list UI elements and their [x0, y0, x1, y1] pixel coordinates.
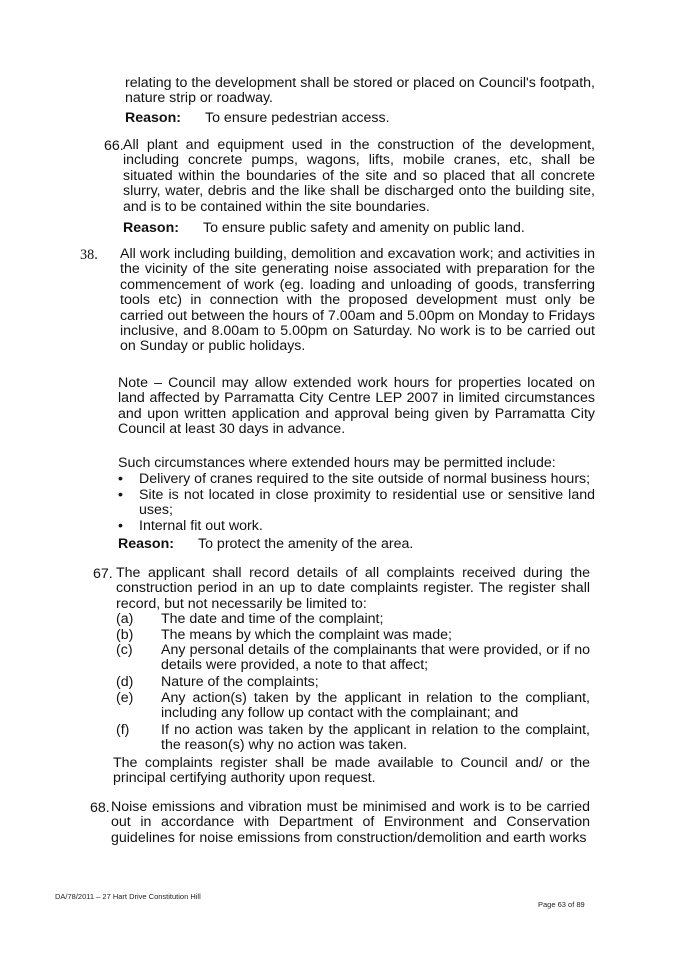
bullet-icon: • — [118, 471, 123, 487]
condition-67-closing: The complaints register shall be made available to Council and/ or the principal certifying authority upon request. — [113, 755, 590, 787]
reason-label: Reason: — [118, 536, 174, 552]
bullet-icon: • — [118, 518, 123, 534]
condition-38-circumstances: Such circumstances where extended hours may be permitted include: — [118, 455, 556, 471]
condition-66-number: 66. — [104, 138, 124, 154]
condition-68-number: 68. — [90, 800, 110, 816]
condition-38-number: 38. — [80, 247, 98, 263]
condition-66-reason — [123, 220, 525, 236]
page-number: Page 63 of 89 — [538, 900, 585, 909]
document-page: relating to the development shall be stored or placed on Council's footpath, nature strip or roadway. Reason: To ensure pedestrian access. 66. All plant and equipment used in the construction of the development, including concrete pumps, wagons, lifts, mobile cranes, etc, shall be situated within the boundaries of the site and so placed that all concrete slurry, water, debris and the like shall be discharged onto the building site, and is to be contained within the site boundaries. Reason: To ensure public safety and amenity on public land. 38. All work including building, demolition and excavation work; and activities in the vicinity of the site generating noise associated with preparation for the commencement of work (eg. loading and unloading of goods, transferring tools etc) in connection with the proposed development must only be carried out between the hours of 7.00am and 5.00pm on Monday to Fridays inclusive, and 8.00am to 5.00pm on Saturday. No work is to be carried out on Sunday or public holidays. Note – Council may allow extended work hours for properties located on land affected by Parramatta City Centre LEP 2007 in limited circumstances and upon written application and approval being given by Parramatta City Council at least 30 days in advance. Such circumstances where extended hours may be permitted include: • Delivery of cranes required to the site outside of normal business hours; • Site is not located in close proximity to residential use or sensitive land uses; • Internal fit out work. Reason: To protect the amenity of the area. 67. The applicant shall record details of all complaints received during the construction period in an up to date complaints register. The register shall record, but not necessarily be limited to: (a) The date and time of the complaint; (b) The means by which the complaint was made; (c) Any personal details of the complainants that were provided, or if no details were provided, a note to that affect; (d) Nature of the complaints; (e) Any action(s) taken by the applicant in relation to the compliant, including any follow up contact with the complainant; and (f) If no action was taken by the applicant in relation to the complaint, the reason(s) why no action was taken. The complaints register shall be made available to Council and/ or the principal certifying authority upon request. 68. Noise emissions and vibration must be minimised and work is to be carried out in accordance with Department of Environment and Conservation guidelines for noise emissions from construction/demolition and earth works DA/78/2011 – 27 Hart Drive Constitution Hill Page 63 of 89 — [55, 75, 595, 909]
reason-text: To ensure public safety and amenity on public land. — [203, 220, 525, 236]
condition-38-reason — [118, 536, 413, 552]
carry-over-reason — [125, 110, 390, 126]
condition-66-text: All plant and equipment used in the construction of the development, including concrete pumps, wagons, lifts, mobile cranes, etc, shall be situated within the boundaries of the site and so placed that all concrete slurry, water, debris and the like shall be discharged onto the building site, and is to be contained within the site boundaries. — [123, 137, 595, 215]
condition-67-number: 67. — [93, 566, 113, 582]
condition-67-text: The applicant shall record details of all complaints received during the construction period in an up to date complaints register. The register shall record, but not necessarily be limited to: — [116, 565, 590, 612]
reason-text: To protect the amenity of the area. — [198, 536, 414, 552]
reason-label: Reason: — [123, 220, 179, 236]
condition-38-text: All work including building, demolition and excavation work; and activities in the vicinity of the site generating noise associated with preparation for the commencement of work (eg. loading and unloading of goods, transferring tools etc) in connection with the proposed development must only be carried out between the hours of 7.00am and 5.00pm on Monday to Fridays inclusive, and 8.00am to 5.00pm on Saturday. No work is to be carried out on Sunday or public holidays. — [120, 246, 595, 355]
reason-label: Reason: — [125, 110, 181, 126]
bullet-icon: • — [118, 487, 123, 503]
condition-38-note: Note – Council may allow extended work hours for properties located on land affected by Parramatta City Centre LEP 2007 in limited circumstances and upon written application and approval being given by Parramatta City Council at least 30 days in advance. — [118, 375, 595, 438]
condition-68-text: Noise emissions and vibration must be minimised and work is to be carried out in accordance with Department of Environment and Conservation guidelines for noise emissions from construction/demolition and earth works — [111, 799, 590, 846]
footer-reference: DA/78/2011 – 27 Hart Drive Constitution Hill — [55, 892, 201, 901]
carry-over-paragraph: relating to the development shall be stored or placed on Council's footpath, nature strip or roadway. — [125, 75, 595, 107]
reason-text: To ensure pedestrian access. — [205, 110, 390, 126]
